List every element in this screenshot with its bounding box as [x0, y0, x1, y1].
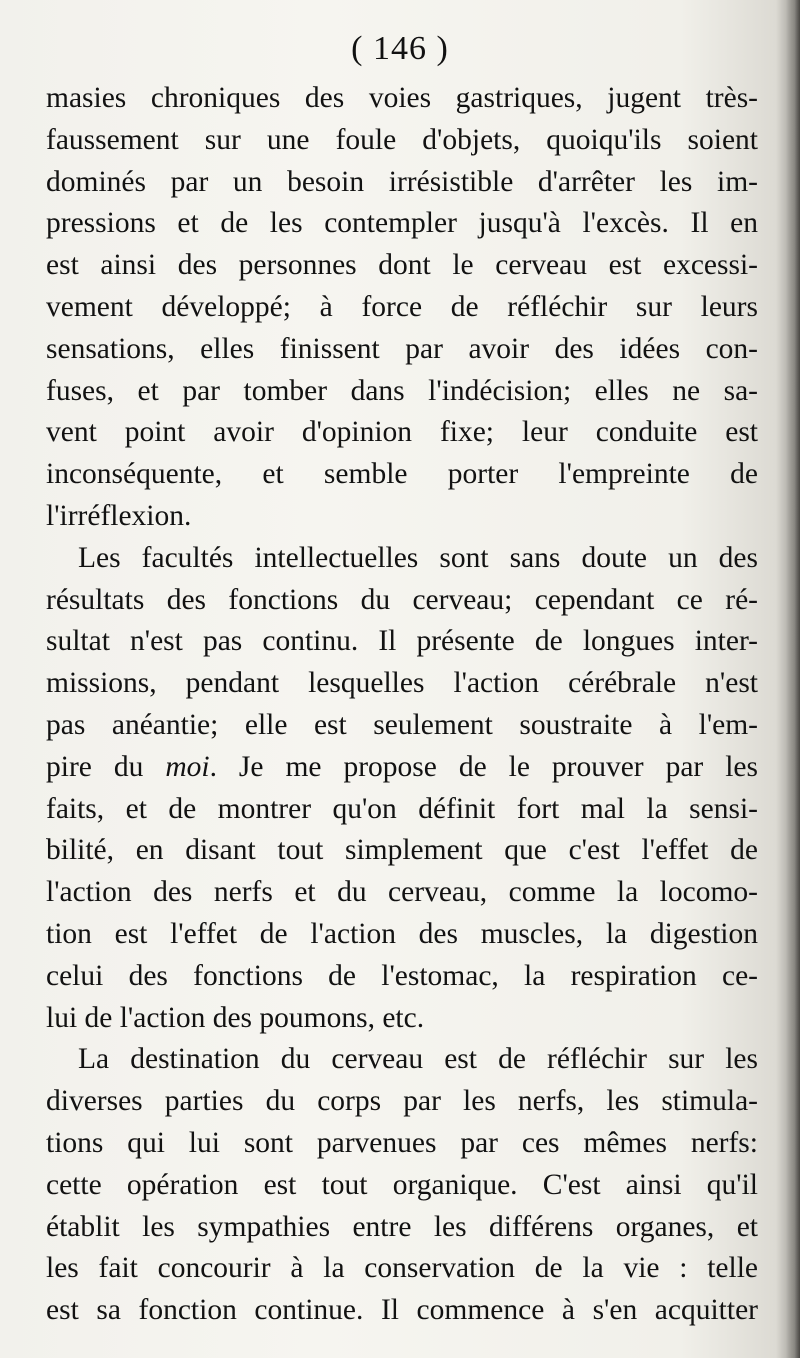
text-line: résultats des fonctions du cerveau; cependant ce ré-	[46, 583, 758, 616]
text-line: tion est l'effet de l'action des muscles, la digestion	[46, 917, 758, 950]
text-line: inconséquente, et semble porter l'empreinte de	[46, 458, 758, 491]
text-line: masies chroniques des voies gastriques, jugent très-	[46, 82, 758, 114]
text-segment: pire du	[46, 750, 144, 783]
text-line: vement développé; à force de réfléchir sur leurs	[46, 290, 758, 323]
text-line: sultat n'est pas continu. Il présente de longues inter-	[46, 625, 758, 658]
page-number: ( 146 )	[351, 30, 449, 67]
text-line: fuses, et par tomber dans l'indécision; elles ne sa-	[46, 374, 758, 407]
text-line: cette opération est tout organique. C'est ainsi qu'il	[46, 1168, 758, 1201]
text-line: sensations, elles finissent par avoir des idées con-	[46, 332, 758, 365]
text-segment: . Je me propose de le prouver par les	[209, 750, 758, 783]
text-line: missions, pendant lesquelles l'action cérébrale n'est	[46, 667, 758, 700]
page-edge-shadow	[786, 0, 800, 1358]
body-text	[46, 78, 758, 1332]
text-line: faussement sur une foule d'objets, quoiqu'ils soient	[46, 123, 758, 156]
text-line: lui de l'action des poumons, etc.	[46, 1001, 425, 1034]
text-line: est ainsi des personnes dont le cerveau est excessi-	[46, 249, 758, 282]
text-line: tions qui lui sont parvenues par ces mêmes nerfs:	[46, 1126, 758, 1159]
text-line: pressions et de les contempler jusqu'à l'excès. Il en	[46, 207, 758, 240]
text-line: Les facultés intellectuelles sont sans doute un des	[78, 541, 758, 574]
text-line: faits, et de montrer qu'on définit fort mal la sensi-	[46, 792, 758, 825]
text-line: est sa fonction continue. Il commence à s'en acquitter	[46, 1294, 758, 1327]
text-line: les fait concourir à la conservation de la vie : telle	[46, 1252, 758, 1285]
italic-word: moi	[165, 750, 210, 783]
text-line: l'irréflexion.	[46, 499, 192, 532]
text-line: dominés par un besoin irrésistible d'arrêter les im-	[46, 165, 758, 198]
text-line: La destination du cerveau est de réfléchir sur les	[78, 1043, 758, 1076]
text-line: l'action des nerfs et du cerveau, comme la locomo-	[46, 876, 758, 909]
text-line: diverses parties du corps par les nerfs, les stimula-	[46, 1085, 758, 1118]
text-line: bilité, en disant tout simplement que c'est l'effet de	[46, 834, 758, 867]
text-line: pas anéantie; elle est seulement soustraite à l'em-	[46, 708, 758, 741]
text-line: vent point avoir d'opinion fixe; leur conduite est	[46, 416, 758, 449]
text-line: celui des fonctions de l'estomac, la respiration ce-	[46, 959, 758, 992]
text-line-with-italic	[46, 747, 758, 789]
text-line: établit les sympathies entre les différens organes, et	[46, 1210, 758, 1243]
